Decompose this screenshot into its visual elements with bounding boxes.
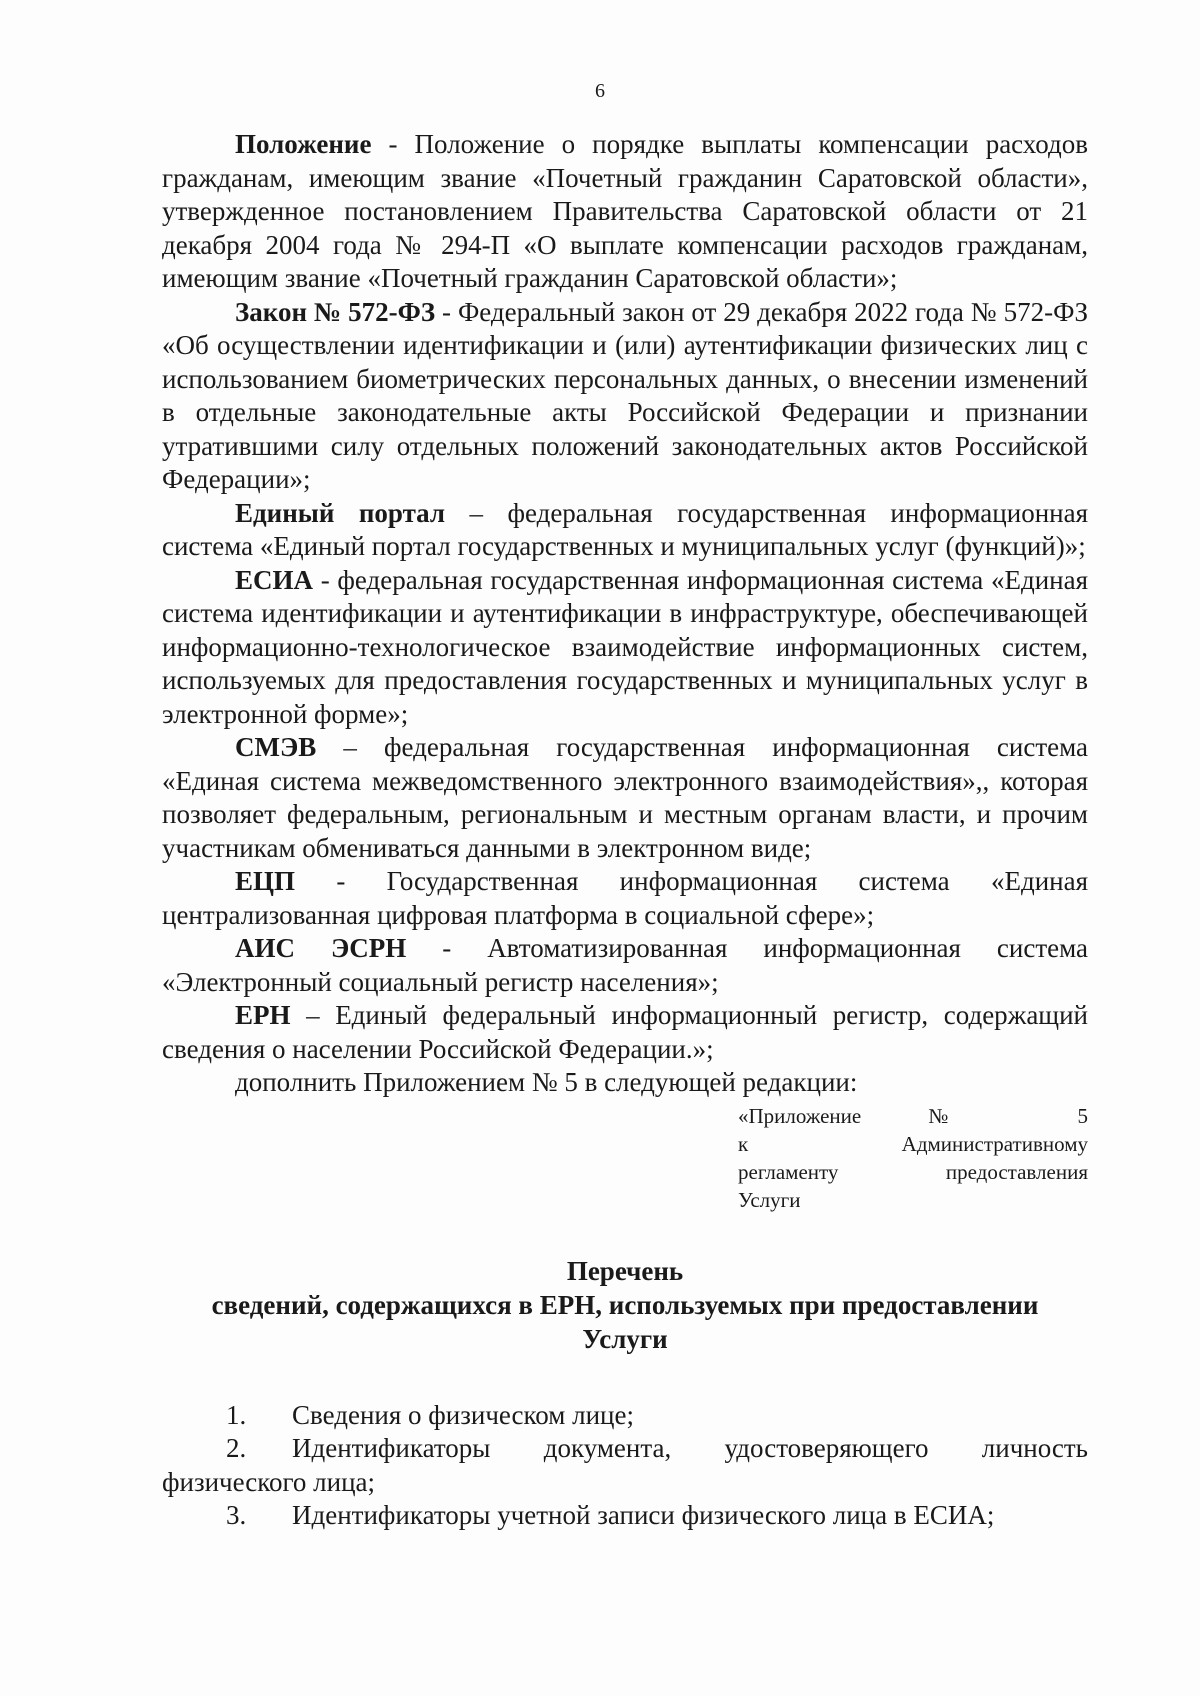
definition-smev: СМЭВ – федеральная государственная информационная система «Единая система межведомственного электронного взаимодействия»,, которая позволяет федеральным, региональным и местным органам власти, и прочим участникам обмениваться данными в электронном виде;	[162, 732, 1089, 863]
definition-text: федеральная государственная информационная система «Единый портал государственных и муниципальных услуг (функций)»;	[162, 497, 1088, 561]
definition-text: федеральная государственная информационная система «Единая система межведомственного электронного взаимодействия»,, которая позволяет федеральным, региональным и местным органам власти, и прочим участникам обмениваться данными в электронном виде;	[162, 732, 1089, 863]
annex-line: регламенту предоставления	[738, 1159, 1088, 1184]
definition-ern: ЕРН – Единый федеральный информационный регистр, содержащий сведения о населении Российской Федерации.»;	[162, 1000, 1089, 1064]
term: Закон № 572-ФЗ	[235, 296, 436, 327]
definition-polozhenie: Положение - Положение о порядке выплаты компенсации расходов гражданам, имеющим звание «Почетный гражданин Саратовской области», утвержденное постановлением Правительства Саратовской области от 21 декабря 2004 года № 294-П «О выплате компенсации расходов гражданам, имеющим звание «Почетный гражданин Саратовской области»;	[162, 129, 1088, 293]
definition-text: Единый федеральный информационный регистр, содержащий сведения о населении Российской Федерации.»;	[162, 1000, 1089, 1064]
definition-ecp: ЕЦП - Государственная информационная система «Единая централизованная цифровая платформа в социальной сфере»;	[162, 866, 1088, 930]
term: ЕРН	[235, 1000, 291, 1030]
heading-line: сведений, содержащихся в ЕРН, используемых при предоставлении	[211, 1289, 1039, 1320]
page-number: 6	[595, 80, 605, 102]
annex-line: «Приложение № 5	[738, 1103, 1088, 1128]
list-item-number: 3.	[226, 1500, 247, 1530]
definition-zakon: Закон № 572-ФЗ - Федеральный закон от 29 декабря 2022 года № 572-ФЗ «Об осуществлении идентификации и (или) аутентификации физических лиц с использованием биометрических персональных данных, о внесении изменений в отдельные законодательные акты Российской Федерации и признании утратившими силу отдельных положений законодательных актов Российской Федерации»;	[162, 296, 1089, 494]
list-item-text: Сведения о физическом лице;	[292, 1399, 634, 1430]
list-item	[162, 1499, 1088, 1533]
annex-line: к Административному	[738, 1131, 1088, 1156]
list-item	[162, 1432, 1088, 1499]
term: СМЭВ	[235, 732, 317, 762]
definition-text: Государственная информационная система «Единая централизованная цифровая платформа в социальной сфере»;	[162, 866, 1088, 930]
list-item	[162, 1399, 1088, 1433]
term: ЕЦП	[235, 866, 296, 896]
items-list	[162, 1399, 1088, 1533]
definition-portal: Единый портал – федеральная государственная информационная система «Единый портал государственных и муниципальных услуг (функций)»;	[162, 497, 1088, 561]
definition-text: Федеральный закон от 29 декабря 2022 года № 572-ФЗ «Об осуществлении идентификации и (или) аутентификации физических лиц с использованием биометрических персональных данных, о внесении изменений в отдельные законодательные акты Российской Федерации и признании утратившими силу отдельных положений законодательных актов Российской Федерации»;	[162, 296, 1089, 494]
definition-text: федеральная государственная информационная система «Единая система идентификации и аутентификации в инфраструктуре, обеспечивающей информационно-технологическое взаимодействие информационных систем, используемых для предоставления государственных и муниципальных услуг в электронной форме»;	[162, 564, 1088, 729]
heading-line: Перечень	[566, 1255, 684, 1286]
list-item-text: Идентификаторы учетной записи физического лица в ЕСИА;	[292, 1500, 995, 1530]
definition-text: Положение о порядке выплаты компенсации расходов гражданам, имеющим звание «Почетный гражданин Саратовской области», утвержденное постановлением Правительства Саратовской области от 21 декабря 2004 года № 294-П «О выплате компенсации расходов гражданам, имеющим звание «Почетный гражданин Саратовской области»;	[162, 129, 1088, 293]
definition-ais-esrn: АИС ЭСРН - Автоматизированная информационная система «Электронный социальный регистр населения»;	[162, 933, 1088, 997]
definition-esia: ЕСИА - федеральная государственная информационная система «Единая система идентификации и аутентификации в инфраструктуре, обеспечивающей информационно-технологическое взаимодействие информационных систем, используемых для предоставления государственных и муниципальных услуг в электронной форме»;	[162, 564, 1088, 729]
section-heading	[142, 1254, 1108, 1356]
heading-line: Услуги	[582, 1323, 668, 1354]
definition-text: Автоматизированная информационная система «Электронный социальный регистр населения»;	[162, 933, 1088, 997]
closing-line: дополнить Приложением № 5 в следующей редакции:	[235, 1067, 858, 1097]
term: Единый портал	[235, 497, 446, 528]
term: Положение	[235, 129, 372, 159]
annex-reference	[738, 1102, 1088, 1214]
annex-line: Услуги	[738, 1187, 801, 1212]
list-item-text: Идентификаторы документа, удостоверяющего личность физического лица;	[162, 1433, 1088, 1497]
term: АИС ЭСРН	[235, 933, 407, 963]
list-item-number: 2.	[226, 1433, 247, 1463]
term: ЕСИА	[235, 564, 314, 595]
list-item-number: 1.	[226, 1399, 247, 1430]
document-body	[162, 128, 1088, 1533]
